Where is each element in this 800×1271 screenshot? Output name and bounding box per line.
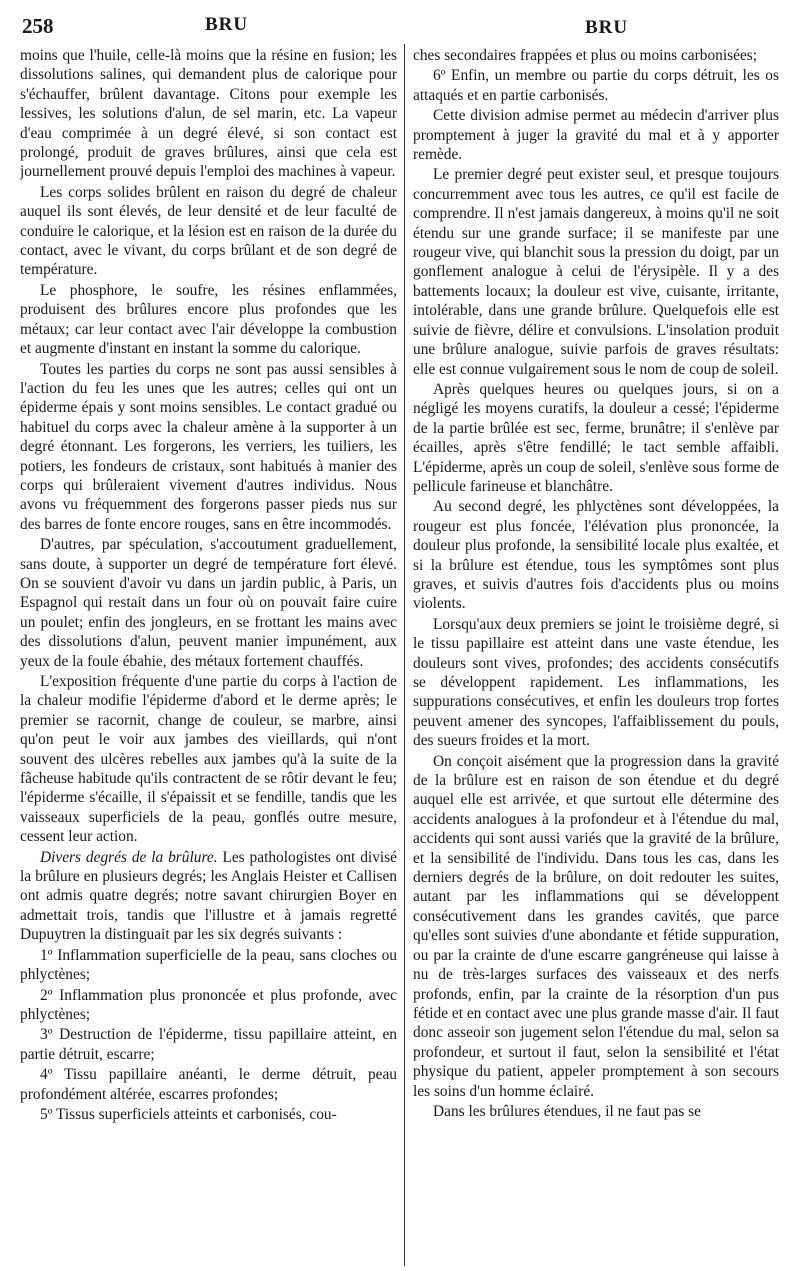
right-column-heading: BRU [585, 17, 629, 38]
section-heading-italic: Divers degrés de la brûlure. [40, 848, 218, 866]
paragraph: Après quelques heures ou quelques jours, si on a négligé les moyens curatifs, la douleur a cessé; l'épiderme de la partie brûlée est sec, ferme, brunâtre; il s'enlève par écailles, après s'être fendillé; le tact semble affaibli. L'épiderme, après un coup de soleil, s'enlève sous forme de pellicule farineuse et blanchâtre. [413, 380, 779, 495]
paragraph: On conçoit aisément que la progression dans la gravité de la brûlure est en raison de son étendue et du degré auquel elle est arrivée, et que surtout elle détermine des accidents analogues à la profondeur et à l'étendue du mal, accidents qui sont aussi variés que la gravité de la brûlure, et la sensibilité de l'individu. Dans tous les cas, dans les derniers degrés de la brûlure, on doit redouter les suites, autant par les inflammations qui se développent consécutivement dans les grandes cavités, que parce qu'elles sont suivies d'une abondante et fétide suppuration, ou par la crainte de d'une escarre gangréneuse qui laisse à nu de très-larges surfaces des vaisseaux et des nerfs profonds, enfin, par la crainte de la résorption d'un pus fétide et en contact avec une plus grande masse d'air. Il faut donc asseoir son jugement selon l'étendue du mal, selon sa profondeur, et surtout il faut, selon la sensibilité et l'état physique du patient, appeler promptement à son secours les soins d'un homme éclairé. [413, 752, 779, 1100]
paragraph: Dans les brûlures étendues, il ne faut pas se [433, 1102, 701, 1120]
degree-item-6: 6º Enfin, un membre ou partie du corps détruit, les os attaqués et en partie carbonisés. [413, 67, 779, 104]
degree-item-5: 5º Tissus superficiels atteints et carbonisés, cou- [40, 1105, 337, 1123]
paragraph: Cette division admise permet au médecin d'arriver plus promptement à juger la gravité du mal et à y apporter remède. [413, 107, 779, 164]
left-column [20, 46, 397, 1264]
degree-item-2: 2º Inflammation plus prononcée et plus profonde, avec phlyctènes; [20, 986, 397, 1023]
column-divider [404, 44, 405, 1266]
left-column-heading: BRU [205, 14, 249, 35]
paragraph: Les corps solides brûlent en raison du degré de chaleur auquel ils sont élevés, de leur densité et de leur faculté de conduire le calorique, et la lésion est en raison de la durée du contact, avec le vivant, du corps brûlant et de son degré de température. [20, 183, 397, 279]
degree-item-1: 1º Inflammation superficielle de la peau, sans cloches ou phlyctènes; [20, 946, 397, 984]
paragraph-text: Les pathologistes ont divisé la brûlure en plusieurs degrés; les Anglais Heister et Callisen ont admis quatre degrés; notre savant chirurgien Boyer en admettait trois, tandis que l'illustre et à jamais regretté Dupuytren la distinguait par les six degrés suivants : [20, 848, 397, 944]
paragraph: Toutes les parties du corps ne sont pas aussi sensibles à l'action du feu les unes que les autres; celles qui ont un épiderme épais y sont moins sensibles. Le contact gradué ou habituel du corps avec la chaleur amène à la supporter à un degré étonnant. Les forgerons, les verriers, les tuiliers, les potiers, les fondeurs de cristaux, sont habitués à manier des corps qui brûleraient vivement d'autres individus. Nous avons vu fréquemment des forgerons passer pieds nus sur des barres de fonte encore rouges, sans en être incommodés. [20, 360, 397, 533]
paragraph: Le premier degré peut exister seul, et presque toujours concurremment avec tous les autres, ce qu'il est facile de comprendre. Il n'est jamais dangereux, à moins qu'il ne soit étendu sur une grande surface; il se manifeste par une rougeur vive, qui blanchit sous la pression du doigt, par un gonflement analogue à celui de l'érysipèle. Il y a des battements locaux; la douleur est vive, cuisante, irritante, intolérable, dans une grande brûlure. Quelquefois elle est suivie de fièvre, délire et convulsions. L'insolation produit une brûlure analogue, suivie parfois de graves résultats: elle est connue vulgairement sous le nom de coup de soleil. [413, 166, 779, 378]
page-number: 258 [22, 14, 54, 38]
paragraph: ches secondaires frappées et plus ou moins carbonisées; [413, 47, 758, 64]
paragraph-degrees-intro [20, 848, 397, 945]
paragraph: moins que l'huile, celle-là moins que la résine en fusion; les dissolutions salines, qui demandent plus de calorique pour s'échauffer, brûlent davantage. Citons pour exemple les lessives, les solutions d'alun, de sel marin, etc. La vapeur d'eau comprimée à un degré élevé, si son contact est prolongé, produit de graves brûlures, ainsi que cela est journellement prouvé depuis l'emploi des machines à vapeur. [20, 47, 397, 181]
paragraph: D'autres, par spéculation, s'accoutument graduellement, sans doute, à supporter un degré de température fort élevé. On se souvient d'avoir vu dans un jardin public, à Paris, un Espagnol qui restait dans un four où on pouvait faire cuire un poulet; enfin des jongleurs, en se frottant les mains avec des dissolutions d'alun, peuvent manier impunément, aux yeux de la foule ébahie, des métaux fortement chauffés. [20, 536, 397, 670]
paragraph: L'exposition fréquente d'une partie du corps à l'action de la chaleur modifie l'épiderme d'abord et le derme après; le premier se racornit, change de couleur, se marbre, ainsi qu'on peut le voir aux jambes des vieillards, qui n'ont souvent des ulcères rebelles aux jambes qu'à la suite de la fâcheuse habitude qu'ils contractent de se rôtir devant le feu; l'épiderme s'écaille, il s'épaissit et se fendille, tandis que les vaisseaux superficiels de la peau, gonflés outre mesure, cessent leur action. [20, 673, 397, 846]
running-header [22, 14, 778, 44]
paragraph: Le phosphore, le soufre, les résines enflammées, produisent des brûlures encore plus profondes que les métaux; car leur contact avec l'air développe la combustion et augmente d'instant en instant la somme du calorique. [20, 281, 397, 358]
degree-item-4: 4º Tissu papillaire anéanti, le derme détruit, peau profondément altérée, escarres profondes; [20, 1066, 397, 1103]
right-column [413, 46, 779, 1264]
paragraph: Au second degré, les phlyctènes sont développées, la rougeur est plus foncée, l'élévation plus prononcée, la douleur plus profonde, la sensibilité locale plus exaltée, et si la brûlure est étendue, tous les symptômes sont plus graves, et suivis d'autres fois d'accidents plus ou moins violents. [413, 498, 779, 613]
degree-item-3: 3º Destruction de l'épiderme, tissu papillaire atteint, en partie détruit, escarre; [20, 1026, 397, 1063]
paragraph: Lorsqu'aux deux premiers se joint le troisième degré, si le tissu papillaire est atteint dans une vaste étendue, les douleurs sont vives, profondes; des accidents consécutifs se développent rapidement. Les inflammations, les suppurations consécutives, et enfin les douleurs trop fortes peuvent amener des syncopes, l'affaiblissement du pouls, des sueurs froides et la mort. [413, 615, 779, 750]
